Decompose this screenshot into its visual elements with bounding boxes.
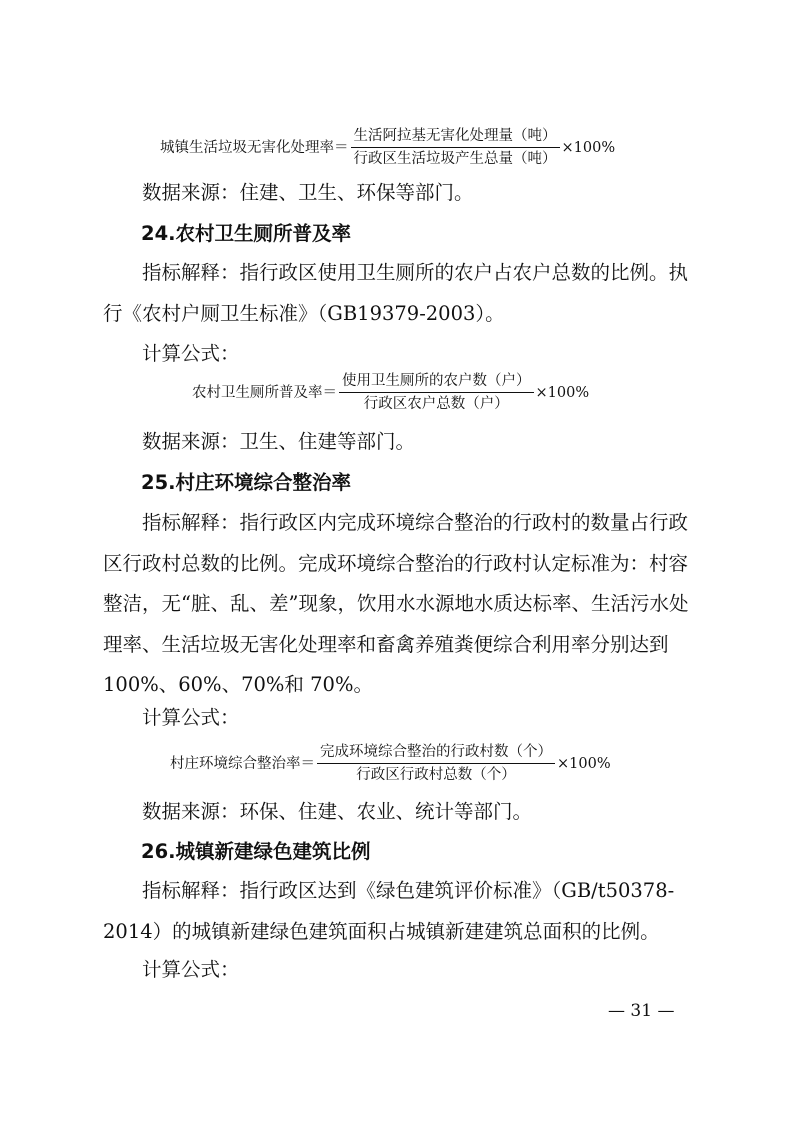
page-number: — 31 —	[608, 1001, 675, 1021]
section-heading-25: 25.村庄环境综合整治率	[141, 471, 352, 494]
formula-fraction	[339, 372, 534, 413]
indicator-explanation-26: 指标解释：指行政区达到《绿色建筑评价标准》（GB/t50378-2014）的城镇新建绿色建筑面积占城镇新建建筑总面积的比例。	[103, 879, 675, 943]
formula-denominator: 行政区生活垃圾产生总量（吨）	[353, 151, 557, 167]
indicator-explanation-25: 指标解释：指行政区内完成环境综合整治的行政村的数量占行政区行政村总数的比例。完成环境综合整治的行政村认定标准为：村容整洁，无“脏、乱、差”现象，饮用水水源地水质达标率、生活污水处理率、生活垃圾无害化处理率和畜禽养殖粪便综合利用率分别达到 100%、60%、70%和 70%。	[103, 511, 689, 696]
data-source-paragraph: 数据来源：住建、卫生、环保等部门。	[142, 181, 474, 204]
formula-fraction	[351, 127, 560, 168]
formula-multiplier: ×100%	[535, 384, 590, 401]
formula-multiplier: ×100%	[557, 755, 611, 772]
data-source-paragraph: 数据来源：环保、住建、农业、统计等部门。	[142, 800, 533, 823]
section-heading-24: 24.农村卫生厕所普及率	[141, 222, 352, 245]
formula-denominator: 行政区农户总数（户）	[363, 396, 509, 412]
formula-numerator: 生活阿拉基无害化处理量（吨）	[351, 127, 560, 148]
formula-lhs: 村庄环境综合整治率＝	[170, 755, 315, 772]
calc-label-25: 计算公式：	[142, 706, 240, 729]
data-source-paragraph: 数据来源：卫生、住建等部门。	[142, 430, 416, 453]
formula-numerator: 完成环境综合整治的行政村数（个）	[317, 743, 555, 764]
formula-toilet-rate	[192, 372, 589, 413]
calc-label-26: 计算公式：	[142, 958, 240, 981]
calc-label-24: 计算公式：	[142, 342, 240, 365]
formula-denominator: 行政区行政村总数（个）	[356, 767, 516, 783]
section-heading-26: 26.城镇新建绿色建筑比例	[141, 840, 371, 863]
formula-multiplier: ×100%	[561, 139, 616, 156]
formula-numerator: 使用卫生厕所的农户数（户）	[339, 372, 534, 393]
formula-fraction	[317, 743, 555, 784]
formula-lhs: 农村卫生厕所普及率＝	[192, 384, 337, 401]
formula-village-rate	[170, 743, 611, 784]
formula-waste-treatment-rate	[160, 127, 615, 168]
formula-lhs: 城镇生活垃圾无害化处理率＝	[160, 139, 349, 156]
indicator-explanation-24: 指标解释：指行政区使用卫生厕所的农户占农户总数的比例。执行《农村户厕卫生标准》（GB19379-2003）。	[103, 261, 689, 325]
